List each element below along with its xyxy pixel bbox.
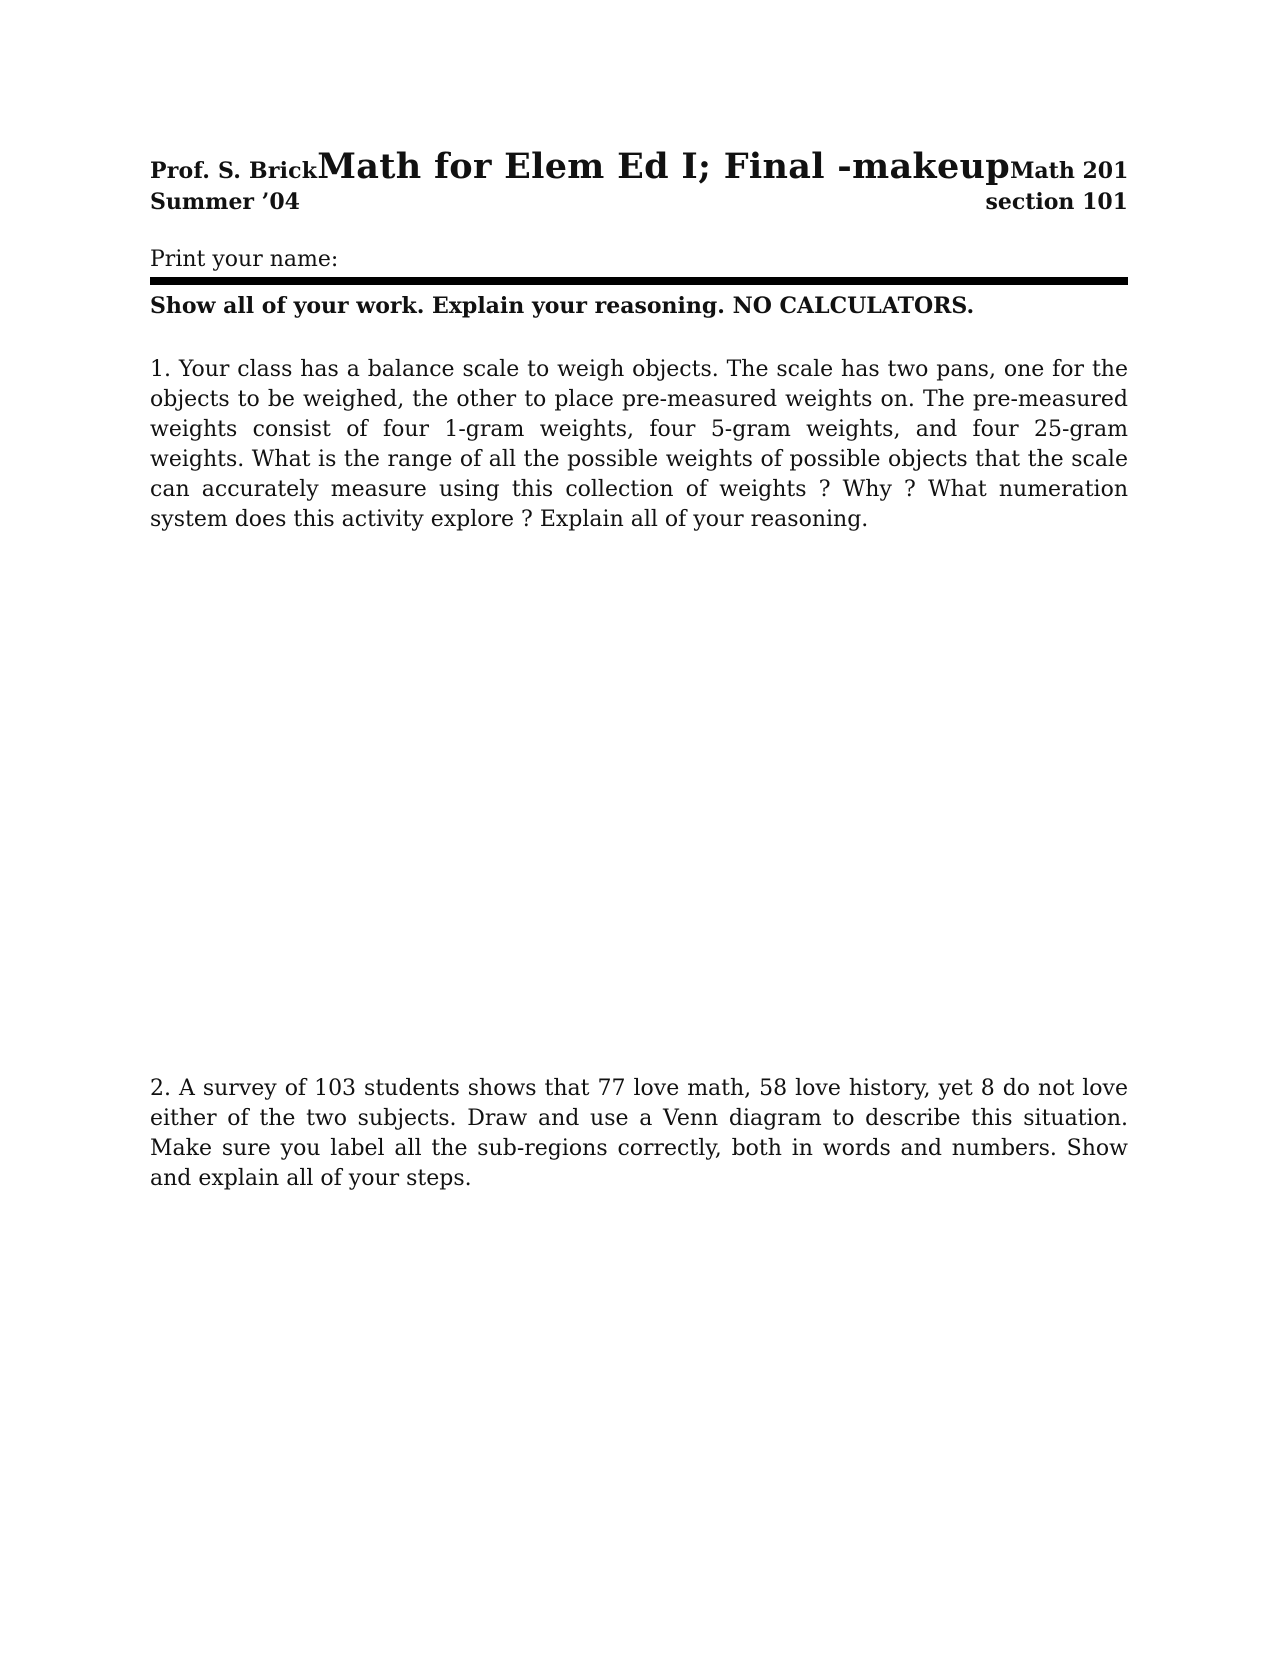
instructor-name: Prof. S. Brick xyxy=(150,158,318,184)
name-block xyxy=(150,245,1128,321)
problem-1: 1. Your class has a balance scale to weigh objects. The scale has two pans, one for the objects to be weighed, the other to place pre-measured weights on. The pre-measured weights consist of four 1-gram weights, four 5-gram weights, and four 25-gram weights. What is the range of all the possible weights of possible objects that the scale can accurately measure using this collection of weights ? Why ? What numeration system does this activity explore ? Explain all of your reasoning. xyxy=(150,357,1128,532)
exam-subheader xyxy=(150,189,1128,215)
name-rule xyxy=(150,277,1128,285)
course-number: Math 201 xyxy=(1010,158,1129,184)
problem-2: 2. A survey of 103 students shows that 77 love math, 58 love history, yet 8 do not love either of the two subjects. Draw and use a Venn diagram to describe this situation. Make sure you label all the sub-regions correctly, both in words and numbers. Show and explain all of your steps. xyxy=(150,1076,1128,1191)
exam-title: Math for Elem Ed I; Final -makeup xyxy=(317,146,1011,187)
name-label: Print your name: xyxy=(150,247,339,272)
exam-header xyxy=(150,146,1128,187)
exam-instructions: Show all of your work. Explain your reasoning. NO CALCULATORS. xyxy=(150,293,975,319)
exam-term: Summer ’04 xyxy=(150,189,300,215)
exam-content xyxy=(150,146,1129,1191)
course-section: section 101 xyxy=(985,189,1128,215)
